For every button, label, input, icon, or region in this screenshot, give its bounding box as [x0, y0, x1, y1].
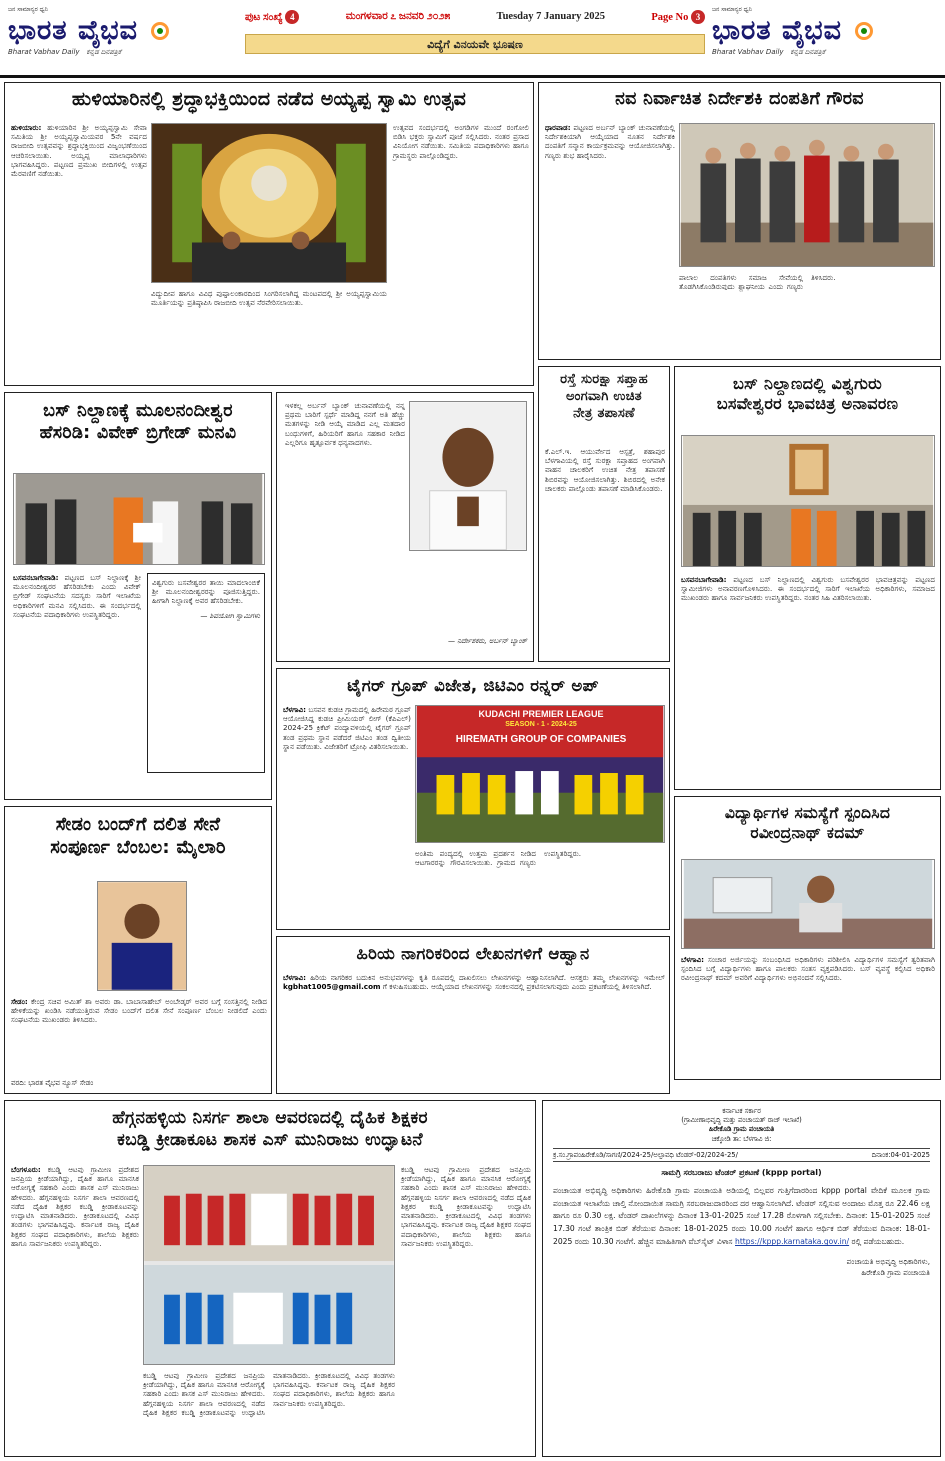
moolanandi-body — [13, 573, 141, 795]
tender-text-end: ರಲ್ಲಿ ಪಡೆಯಬಹುದು. — [851, 1237, 905, 1247]
ayyappa-photo — [151, 123, 387, 283]
gaurava-body — [545, 123, 675, 355]
gaurava-photo-image — [680, 124, 934, 266]
vidyarthi-photo — [681, 859, 935, 949]
sedam-dateline: ಸೇಡಂ: — [11, 997, 28, 1006]
page-number: 3 — [691, 10, 705, 24]
basavesh-photo — [681, 435, 935, 567]
motto-banner: ವಿದ್ಯೆಗೆ ವಿನಯವೇ ಭೂಷಣ — [245, 34, 705, 54]
headline-sedam-2: ಸಂಪೂರ್ಣ ಬೆಂಬಲ: ಮೈಲಾರಿ — [50, 836, 226, 858]
tiger-banner-title: KUDACHI PREMIER LEAGUE — [478, 709, 604, 719]
headline-sedam-1: ಸೇಡಂ ಬಂದ್‌ಗೆ ದಲಿತ ಸೇನೆ — [55, 814, 221, 835]
headline-basavesh-2: ಬಸವೇಶ್ವರರ ಭಾವಚಿತ್ರ ಅನಾವರಣ — [716, 394, 899, 414]
english-date: Tuesday 7 January 2025 — [496, 11, 605, 22]
logo-tagline-right: ಜನ ಸಾಮಾನ್ಯರ ಧ್ವನಿ — [712, 6, 752, 13]
tender-text: ಪಂಚಾಯತ ಅಭಿವೃದ್ಧಿ ಅಧಿಕಾರಿಗಳು ಹಿರೇಕೊಡಿ ಗ್ರಾಮ ಪಂಚಾಯತಿ ಅಡಿಯಲ್ಲಿ ಬಿಲ್ಲವರ ಗುತ್ತಿಗೆದಾರರಿಂದ kppp portal ವೇದಿಕೆ ಮೂಲಕ ಗ್ರಾಮ ಪಂಚಾಯತ ಇಲಾಖೆಯ ಚಾಲ್ತಿ ನೋಂದಾಯಿತ ಸಾಮಗ್ರಿ ಸರಬರಾಜುದಾರರಿಂದ ದರ ಆಹ್ವಾನಿಸಲಾಗಿದೆ. ಟೆಂಡರ್ ಸಲ್ಲಿಸುವ ಅಂದಾಜು ಮೊತ್ತ ರೂ 22.46 ಲಕ್ಷ ಹಾಗೂ ರೂ 0.30 ಲಕ್ಷ. ಟೆಂಡರ್ ದಾಖಲೆಗಳನ್ನು ದಿನಾಂಕ 13-01-2025 ಸಂಜೆ 17.28 ರೊಳಗಾಗಿ ಸಲ್ಲಿಸಬೇಕು. ದಿನಾಂಕ: 15-01-2025 ಸಂಜೆ 17.30 ಗಂಟೆ ತಾಂತ್ರಿಕ ಬಿಡ್ ತೆರೆಯುವ ದಿನಾಂಕ: 18-01-2025 ರಂದು 10.00 ಗಂಟೆಗೆ ಹಾಗೂ ಆರ್ಥಿಕ ಬಿಡ್ ತೆರೆಯುವ ದಿನಾಂಕ: 18-01-2025 ರಂದು 10.30 ಗಂಟೆಗೆ. ಹೆಚ್ಚಿನ ಮಾಹಿತಿಗಾಗಿ ವೆಬ್‌ಸೈಟ್ ವಿಳಾಸ — [553, 1185, 930, 1247]
logo-name — [8, 14, 223, 49]
issue-row — [245, 10, 705, 24]
tender-dept: (ಗ್ರಾಮೀಣಾಭಿವೃದ್ಧಿ ಮತ್ತು ಪಂಚಾಯತ್ ರಾಜ್ ಇಲಾಖೆ) — [681, 1116, 802, 1125]
headline-vidyarthi-1: ವಿದ್ಯಾರ್ಥಿಗಳ ಸಮಸ್ಯೆಗೆ ಸ್ಪಂದಿಸಿದ — [724, 804, 891, 822]
logo-name-right — [712, 14, 927, 49]
headline-hiriya: ಹಿರಿಯ ನಾಗರಿಕರಿಂದ ಲೇಖನಗಳಿಗೆ ಆಹ್ವಾನ — [356, 944, 590, 963]
article-gaurava — [538, 82, 941, 360]
basavesh-dateline: ಬಸವನಬಾಗೇವಾಡಿ: — [681, 575, 727, 584]
gaurava-text-right: ಪಾಲಾಲ ದಂಪತಿಗಳು ಸಮಾಜ ಸೇವೆಯಲ್ಲಿ ತೊಡಗಿಸಿಕೊಂಡಿರುವುದು ಶ್ಲಾಘನೀಯ ಎಂದು ಗಣ್ಯರು ತಿಳಿಸಿದರು. — [679, 273, 836, 292]
headline-kabaddi-1: ಹೆಗ್ಗನಹಳ್ಳಿಯ ನಿಸರ್ಗ ಶಾಲಾ ಆವರಣದಲ್ಲಿ ದೈಹಿಕ ಶಿಕ್ಷಕರ — [112, 1108, 428, 1128]
kabaddi-photo — [143, 1165, 395, 1365]
article-basavesh — [674, 366, 941, 790]
sedam-photo-image — [98, 882, 186, 990]
vidyarthi-text: ಸಂಚಾರ ಅರ್ಜಿಯನ್ನು ಸಂಬಂಧಿಸಿದ ಅಧಿಕಾರಿಗಳು ಪರಿಶೀಲಿಸಿ ವಿದ್ಯಾರ್ಥಿಗಳ ಸಮಸ್ಯೆಗೆ ತ್ವರಿತವಾಗಿ ಸ್ಪಂದಿಸಿದ ಬಗ್ಗೆ ವಿದ್ಯಾರ್ಥಿಗಳು ಹಾಗೂ ಪಾಲಕರು ಸಂತಸ ವ್ಯಕ್ತಪಡಿಸಿದರು. ಬಸ್ ವ್ಯವಸ್ಥೆ ಕಲ್ಪಿಸಿದ ಅಧಿಕಾರಿ ರವೀಂದ್ರನಾಥ್ ಕದಮ್ ಅವರಿಗೆ ವಿದ್ಯಾರ್ಥಿಗಳು ಅಭಿನಂದನೆ ಸಲ್ಲಿಸಿದರು. — [681, 955, 935, 983]
moolanandi-quote-sign: — ಶಿವಯೋಗಿ ಸ್ವಾಮಿಗಳು — [200, 611, 260, 620]
issue-label: ಪುಟ ಸಂಖ್ಯೆ — [245, 12, 283, 23]
sedam-byline: ವರದಿ: ಭಾರತ ವೈಭವ ನ್ಯೂಸ್ ಸೇಡಂ — [11, 1079, 94, 1087]
article-moolanandi — [4, 392, 272, 800]
ayyappa-photo-image — [152, 124, 386, 282]
tiger-banner-season: SEASON - 1 - 2024-25 — [505, 721, 577, 728]
flag-icon — [150, 21, 170, 41]
tender-taluk: ಚಿಕ್ಕೋಡಿ ತಾ: ಬೆಳಗಾವಿ ಜಿ: — [711, 1134, 772, 1143]
article-ayyappa — [4, 82, 534, 386]
ayyappa-body-left — [11, 123, 147, 293]
moolanandi-quote-box — [147, 573, 265, 773]
gaurava-body-right — [679, 273, 935, 355]
flag-icon — [854, 21, 874, 41]
sedam-text: ಕೇಂದ್ರ ಸಚಿವ ಅಮಿತ್ ಶಾ ಅವರು ಡಾ. ಬಾಬಾಸಾಹೇಬ್ ಅಂಬೇಡ್ಕರ್ ಅವರ ಬಗ್ಗೆ ಸಂಸತ್ತಿನಲ್ಲಿ ನೀಡಿದ ಹೇಳಿಕೆಯನ್ನು ಖಂಡಿಸಿ ನಡೆಯುತ್ತಿರುವ ಸೇಡಂ ಬಂದ್‌ಗೆ ದಲಿತ ಸೇನೆ ಸಂಪೂರ್ಣ ಬೆಂಬಲ ನೀಡಲಿದೆ ಎಂದು ಸಂಘಟನೆಯ ಮುಖಂಡರು ತಿಳಿಸಿದರು. — [11, 997, 267, 1025]
logo-sub-en-right: Bharat Vabhav Daily — [712, 48, 784, 57]
headline-vidyarthi-2: ರವೀಂದ್ರನಾಥ್ ಕದಮ್ — [750, 823, 865, 842]
article-tender — [542, 1100, 941, 1457]
ayyappa-body-right — [393, 123, 529, 293]
page-label: Page No — [651, 12, 689, 23]
kabaddi-text: ಕಬಡ್ಡಿ ಆಟವು ಗ್ರಾಮೀಣ ಪ್ರದೇಶದ ಜನಪ್ರಿಯ ಕ್ರೀಡೆಯಾಗಿದ್ದು, ದೈಹಿಕ ಹಾಗೂ ಮಾನಸಿಕ ಆರೋಗ್ಯಕ್ಕೆ ಸಹಕಾರಿ ಎಂದು ಶಾಸಕ ಎಸ್ ಮುನಿರಾಜು ಹೇಳಿದರು. ಹೆಗ್ಗನಹಳ್ಳಿಯ ನಿಸರ್ಗ ಶಾಲಾ ಆವರಣದಲ್ಲಿ ನಡೆದ ದೈಹಿಕ ಶಿಕ್ಷಕರ ಕಬಡ್ಡಿ ಕ್ರೀಡಾಕೂಟವನ್ನು ಉದ್ಘಾಟಿಸಿ ಮಾತನಾಡಿದರು. ಕ್ರೀಡಾಕೂಟದಲ್ಲಿ ವಿವಿಧ ತಂಡಗಳು ಭಾಗವಹಿಸಿದ್ದವು. ಕರ್ನಾಟಕ ರಾಜ್ಯ ದೈಹಿಕ ಶಿಕ್ಷಕರ ಸಂಘದ ಪದಾಧಿಕಾರಿಗಳು, ಶಾಲೆಯ ಶಿಕ್ಷಕರು ಹಾಗೂ ಸಾರ್ವಜನಿಕರು ಉಪಸ್ಥಿತರಿದ್ದರು. — [11, 1165, 139, 1248]
headline-rasthe-2: ಅಂಗವಾಗಿ ಉಚಿತ — [566, 388, 642, 404]
headline-tiger: ಟೈಗರ್ ಗ್ರೂಪ್ ವಿಜೇತ, ಜಿಟಿಎಂ ರನ್ನರ್ ಅಪ್ — [347, 676, 599, 695]
article-kabaddi — [4, 1100, 536, 1457]
ayyappa-text-left: ಹುಳಿಯಾರಿನ ಶ್ರೀ ಅಯ್ಯಪ್ಪಸ್ವಾಮಿ ಸೇವಾ ಸಮಿತಿಯ ಶ್ರೀ ಅಯ್ಯಪ್ಪಸ್ವಾಮಿಯವರ 5ನೇ ವರ್ಷದ ರಾಜಬೀದಿ ಉತ್ಸವವನ್ನು ಶ್ರದ್ಧಾಭಕ್ತಿಯಿಂದ ವಿಜೃಂಭಣೆಯಿಂದ ಆಚರಿಸಲಾಯಿತು. ಅಯ್ಯಪ್ಪ ಮಾಲಾಧಾರಿಗಳು ಭಾಗವಹಿಸಿದ್ದರು. ಪಟ್ಟಣದ ಪ್ರಮುಖ ಬೀದಿಗಳಲ್ಲಿ ಉತ್ಸವ ಮೆರವಣಿಗೆ ನಡೆಯಿತು. — [11, 123, 147, 179]
tiger-banner-sponsor: HIREMATH GROUP OF COMPANIES — [455, 734, 627, 745]
issue-number: 4 — [285, 10, 299, 24]
moolanandi-dateline: ಬಸವನಬಾಗೇವಾಡಿ: — [13, 573, 59, 582]
masthead-center — [245, 10, 705, 62]
logo-sub-en: Bharat Vabhav Daily — [8, 48, 80, 57]
rasthe-body: ಕೆ.ಎಲ್.ಇ. ಆಯುರ್ವೇದ ಆಸ್ಪತ್ರೆ, ಶಹಾಪುರ ಬೆಳಗಾವಿಯಲ್ಲಿ ರಸ್ತೆ ಸುರಕ್ಷಾ ಸಪ್ತಾಹದ ಅಂಗವಾಗಿ ವಾಹನ ಚಾಲಕರಿಗೆ ಉಚಿತ ನೇತ್ರ ತಪಾಸಣೆ ಶಿಬಿರವನ್ನು ಆಯೋಜಿಸಲಾಗಿತ್ತು. ಶಿಬಿರದಲ್ಲಿ ಅನೇಕ ಚಾಲಕರು ಪಾಲ್ಗೊಂಡು ತಪಾಸಣೆ ಮಾಡಿಸಿಕೊಂಡರು. — [545, 447, 665, 493]
moolanandi-photo — [13, 473, 265, 565]
ayyappa-body-bottom — [151, 289, 387, 381]
logo-name-text: ಭಾರತ ವೈಭವ — [8, 14, 138, 46]
hiriya-email: kgbhat1005@gmail.com — [283, 982, 381, 992]
logo-right — [712, 6, 927, 66]
sedam-body — [11, 997, 267, 1077]
article-hiriya — [276, 936, 670, 1094]
tender-header — [553, 1107, 930, 1144]
tender-office: ಹಿರೇಕೊಡಿ ಗ್ರಾಮ ಪಂಚಾಯತಿ — [708, 1125, 775, 1134]
tiger-body-right: ಅಂತಿಮ ಪಂದ್ಯದಲ್ಲಿ ಉತ್ತಮ ಪ್ರದರ್ಶನ ನೀಡಿದ ಆಟಗಾರರನ್ನು ಗೌರವಿಸಲಾಯಿತು. ಗ್ರಾಮದ ಗಣ್ಯರು ಉಪಸ್ಥಿತರಿದ್ದರು. — [415, 849, 582, 868]
masthead — [0, 0, 945, 78]
headline-moolanandi-2: ಹೆಸರಿಡಿ: ವಿವೇಕ್ ಬ್ರಿಗೇಡ್ ಮನವಿ — [39, 423, 237, 444]
ayyappa-dateline: ಹುಳಿಯಾರು: — [11, 123, 42, 132]
tiger-text: ಬಸವನ ಕುಡಚಿ ಗ್ರಾಮದಲ್ಲಿ ಹಿರೇಮಠ ಗ್ರೂಪ್ ಆಯೋಜಿಸಿದ್ದ ಕುಡಚಿ ಪ್ರೀಮಿಯರ್ ಲೀಗ್ (ಕೆಪಿಎಲ್) 2024-25 ಕ್ರಿಕೆಟ್ ಪಂದ್ಯಾವಳಿಯಲ್ಲಿ ಟೈಗರ್ ಗ್ರೂಪ್ ತಂಡ ಪ್ರಥಮ ಸ್ಥಾನ ಪಡೆದರೆ ಜಿಟಿಎಂ ತಂಡ ದ್ವಿತೀಯ ಸ್ಥಾನ ಪಡೆಯಿತು. ವಿಜೇತರಿಗೆ ಟ್ರೋಫಿ ವಿತರಿಸಲಾಯಿತು. — [283, 705, 411, 751]
basavesh-text: ಪಟ್ಟಣದ ಬಸ್ ನಿಲ್ದಾಣದಲ್ಲಿ ವಿಶ್ವಗುರು ಬಸವೇಶ್ವರರ ಭಾವಚಿತ್ರವನ್ನು ಪಟ್ಟಣದ ಸ್ವಾಮೀಜಿಗಳು ಅನಾವರಣಗೊಳಿಸಿದರು. ಈ ಸಂದರ್ಭದಲ್ಲಿ ಸಾರಿಗೆ ಇಲಾಖೆಯ ಅಧಿಕಾರಿಗಳು, ಸಮಾಜದ ಮುಖಂಡರು ಹಾಗೂ ಸಾರ್ವಜನಿಕರು ಉಪಸ್ಥಿತರಿದ್ದರು. ನಂತರ ಸಿಹಿ ವಿತರಿಸಲಾಯಿತು. — [681, 575, 935, 603]
kabaddi-dateline: ಬೆಂಗಳೂರು: — [11, 1165, 41, 1174]
logo-sub — [8, 48, 223, 57]
gaurava-photo — [679, 123, 935, 267]
basavesh-photo-image — [682, 436, 934, 566]
tiger-dateline: ಬೆಳಗಾವಿ: — [283, 705, 307, 714]
bank-notice-sign: — ನಿರ್ದೇಶಕರು, ಅರ್ಬನ್ ಬ್ಯಾಂಕ್ — [447, 637, 527, 645]
headline-rasthe-3: ನೇತ್ರ ತಪಾಸಣೆ — [573, 405, 635, 421]
kabaddi-photo-image — [144, 1166, 394, 1364]
logo-sub-right — [712, 48, 927, 57]
headline-rasthe-1: ರಸ್ತೆ ಸುರಕ್ಷಾ ಸಪ್ತಾಹ — [560, 372, 648, 387]
logo-sub-kn: ಕನ್ನಡ ದಿನಪತ್ರಿಕೆ — [86, 48, 122, 57]
tender-sign-office: ಹಿರೇಕೊಡಿ ಗ್ರಾಮ ಪಂಚಾಯತಿ — [861, 1267, 930, 1277]
bank-notice-photo — [409, 401, 527, 551]
tender-meta — [553, 1148, 930, 1163]
kabaddi-body-left — [11, 1165, 139, 1453]
kannada-date: ಮಂಗಳವಾರ ೭ ಜನವರಿ ೨೦೨೫ — [345, 11, 451, 22]
tender-body — [553, 1185, 930, 1250]
tiger-photo — [415, 705, 665, 843]
headline-gaurava: ನವ ನಿರ್ವಾಚಿತ ನಿರ್ದೇಶಕಿ ದಂಪತಿಗೆ ಗೌರವ — [615, 89, 864, 109]
bank-notice-photo-image — [410, 402, 526, 550]
tender-signature — [553, 1257, 930, 1279]
kabaddi-body-bottom: ಕಬಡ್ಡಿ ಆಟವು ಗ್ರಾಮೀಣ ಪ್ರದೇಶದ ಜನಪ್ರಿಯ ಕ್ರೀಡೆಯಾಗಿದ್ದು, ದೈಹಿಕ ಹಾಗೂ ಮಾನಸಿಕ ಆರೋಗ್ಯಕ್ಕೆ ಸಹಕಾರಿ ಎಂದು ಶಾಸಕ ಎಸ್ ಮುನಿರಾಜು ಹೇಳಿದರು. ಹೆಗ್ಗನಹಳ್ಳಿಯ ನಿಸರ್ಗ ಶಾಲಾ ಆವರಣದಲ್ಲಿ ನಡೆದ ದೈಹಿಕ ಶಿಕ್ಷಕರ ಕಬಡ್ಡಿ ಕ್ರೀಡಾಕೂಟವನ್ನು ಉದ್ಘಾಟಿಸಿ ಮಾತನಾಡಿದರು. ಕ್ರೀಡಾಕೂಟದಲ್ಲಿ ವಿವಿಧ ತಂಡಗಳು ಭಾಗವಹಿಸಿದ್ದವು. ಕರ್ನಾಟಕ ರಾಜ್ಯ ದೈಹಿಕ ಶಿಕ್ಷಕರ ಸಂಘದ ಪದಾಧಿಕಾರಿಗಳು, ಶಾಲೆಯ ಶಿಕ್ಷಕರು ಹಾಗೂ ಸಾರ್ವಜನಿಕರು ಉಪಸ್ಥಿತರಿದ್ದರು. — [143, 1371, 395, 1417]
article-tiger — [276, 668, 670, 930]
headline-basavesh-1: ಬಸ್ ನಿಲ್ದಾಣದಲ್ಲಿ ವಿಶ್ವಗುರು — [733, 374, 882, 393]
logo-sub-kn-right: ಕನ್ನಡ ದಿನಪತ್ರಿಕೆ — [790, 48, 826, 57]
hiriya-text-2: ಗೆ ಕಳುಹಿಸಬಹುದು. ಆಯ್ಕೆಯಾದ ಲೇಖನಗಳನ್ನು ಸಂಕಲನದಲ್ಲಿ ಪ್ರಕಟಿಸಲಾಗುವುದು ಎಂದು ಪ್ರಕಟಣೆಯಲ್ಲಿ ತಿಳಿಸಲಾಗಿದೆ. — [382, 982, 652, 992]
tender-ref: ಕ್ರ.ಸಂ.ಗ್ರಾಪಂಹಿರೇಕೊಡಿ/ಸಾಗಣಿ/2024-25/ಅಲ್ಪಾವಧಿ ಟೆಂಡರ್-02/2024-25/ — [553, 1150, 738, 1159]
logo-left — [8, 6, 223, 66]
bank-notice-body: ಇಳಕಲ್ಲ ಅರ್ಬನ್ ಬ್ಯಾಂಕ್ ಚುನಾವಣೆಯಲ್ಲಿ ನನ್ನ ಪ್ರಥಮ ಬಾರಿಗೆ ಸ್ಪರ್ಧೆ ಮಾಡಿದ್ದ ನನಗೆ ಅತಿ ಹೆಚ್ಚು ಮತಗಳನ್ನು ನೀಡಿ ಆಯ್ಕೆ ಮಾಡಿದ ಎಲ್ಲ ಮತದಾರ ಬಂಧುಗಳಿಗೆ, ಹಿರಿಯರಿಗೆ ಹಾಗೂ ಸಹಕಾರ ನೀಡಿದ ಎಲ್ಲರಿಗೂ ಹೃತ್ಪೂರ್ವಕ ಧನ್ಯವಾದಗಳು. — [285, 401, 405, 447]
tender-url-link[interactable]: https://kppp.karnataka.gov.in/ — [735, 1237, 850, 1247]
tender-title: ಸಾಮಗ್ರಿ ಸರಬರಾಜು ಟೆಂಡರ್ ಪ್ರಕಟಣೆ (kppp portal) — [661, 1168, 822, 1178]
gaurava-text: ಪಟ್ಟಣದ ಅರ್ಬನ್ ಬ್ಯಾಂಕ್ ಚುನಾವಣೆಯಲ್ಲಿ ನಿರ್ದೇಶಕಿಯಾಗಿ ಆಯ್ಕೆಯಾದ ನೂತನ ನಿರ್ದೇಶಕಿ ದಂಪತಿಗೆ ಸನ್ಮಾನ ಕಾರ್ಯಕ್ರಮವನ್ನು ಆಯೋಜಿಸಲಾಗಿತ್ತು. ಗಣ್ಯರು ಶುಭ ಹಾರೈಸಿದರು. — [545, 123, 675, 160]
ayyappa-text-bottom: ವಿದ್ಯುದೀಪ ಹಾಗೂ ವಿವಿಧ ಪುಷ್ಪಾಲಂಕಾರದಿಂದ ಸಿಂಗರಿಸಲಾಗಿದ್ದ ಮಂಟಪದಲ್ಲಿ ಶ್ರೀ ಅಯ್ಯಪ್ಪಸ್ವಾಮಿಯ ಮೂರ್ತಿಯನ್ನು ಪ್ರತಿಷ್ಠಾಪಿಸಿ ರಾಜಬೀದಿ ಉತ್ಸವ ನೆರವೇರಿಸಲಾಯಿತು. — [151, 289, 387, 308]
gaurava-dateline: ಧಾರವಾಡ: — [545, 123, 571, 132]
sedam-photo — [97, 881, 187, 991]
moolanandi-photo-image — [14, 474, 264, 564]
logo-name-text-right: ಭಾರತ ವೈಭವ — [712, 14, 842, 46]
ayyappa-text-right: ಉತ್ಸವದ ಸಂದರ್ಭದಲ್ಲಿ ಅಂಗಡಿಗಳ ಮುಂದೆ ರಂಗೋಲಿ ಬಿಡಿಸಿ ಭಕ್ತರು ಸ್ವಾಮಿಗೆ ಪೂಜೆ ಸಲ್ಲಿಸಿದರು. ನಂತರ ಪ್ರಸಾದ ವಿನಿಯೋಗ ನಡೆಯಿತು. ಸಮಿತಿಯ ಪದಾಧಿಕಾರಿಗಳು ಹಾಗೂ ಗ್ರಾಮಸ್ಥರು ಪಾಲ್ಗೊಂಡಿದ್ದರು. — [393, 123, 529, 160]
headline-ayyappa: ಹುಳಿಯಾರಿನಲ್ಲಿ ಶ್ರದ್ಧಾಭಕ್ತಿಯಿಂದ ನಡೆದ ಅಯ್ಯಪ್ಪ ಸ್ವಾಮಿ ಉತ್ಸವ — [71, 88, 467, 110]
vidyarthi-dateline: ಬೆಳಗಾವಿ: — [681, 955, 705, 964]
tender-date: ದಿನಾಂಕ:04-01-2025 — [871, 1150, 930, 1159]
moolanandi-text: ಪಟ್ಟಣದ ಬಸ್ ನಿಲ್ದಾಣಕ್ಕೆ ಶ್ರೀ ಮೂಲನಂದೀಶ್ವರರ ಹೆಸರಿಡಬೇಕು ಎಂದು ವಿವೇಕ್ ಬ್ರಿಗೇಡ್ ಸಂಘಟನೆಯ ಸದಸ್ಯರು ಸಾರಿಗೆ ಇಲಾಖೆಯ ಅಧಿಕಾರಿಗಳಿಗೆ ಮನವಿ ಸಲ್ಲಿಸಿದರು. ಈ ಸಂದರ್ಭದಲ್ಲಿ ಸಂಘಟನೆಯ ಪದಾಧಿಕಾರಿಗಳು ಉಪಸ್ಥಿತರಿದ್ದರು. — [13, 573, 141, 619]
headline-kabaddi-2: ಕಬಡ್ಡಿ ಕ್ರೀಡಾಕೂಟ ಶಾಸಕ ಎಸ್ ಮುನಿರಾಜು ಉದ್ಘಾಟನೆ — [117, 1129, 423, 1150]
hiriya-body — [283, 973, 665, 1089]
article-bank-notice — [276, 392, 534, 662]
hiriya-dateline: ಬೆಳಗಾವಿ: — [283, 973, 307, 982]
article-vidyarthi — [674, 796, 941, 1080]
tender-govt: ಕರ್ನಾಟಕ ಸರ್ಕಾರ — [722, 1107, 761, 1115]
vidyarthi-body — [681, 955, 935, 1075]
basavesh-body — [681, 575, 935, 785]
headline-moolanandi-1: ಬಸ್ ನಿಲ್ದಾಣಕ್ಕೆ ಮೂಲನಂದೀಶ್ವರ — [43, 401, 233, 421]
moolanandi-quote: ವಿಶ್ವಗುರು ಬಸವೇಶ್ವರರ ತಾಯಿ ಮಾದಲಾಂಬಿಕೆ ಶ್ರೀ ಮೂಲನಂದೀಶ್ವರರನ್ನು ಪೂಜಿಸುತ್ತಿದ್ದರು. ಹೀಗಾಗಿ ನಿಲ್ದಾಣಕ್ಕೆ ಅವರ ಹೆಸರಿಡಬೇಕು. — [152, 578, 260, 606]
article-rasthe — [538, 366, 670, 662]
logo-tagline: ಜನ ಸಾಮಾನ್ಯರ ಧ್ವನಿ — [8, 6, 48, 13]
kabaddi-body-right: ಕಬಡ್ಡಿ ಆಟವು ಗ್ರಾಮೀಣ ಪ್ರದೇಶದ ಜನಪ್ರಿಯ ಕ್ರೀಡೆಯಾಗಿದ್ದು, ದೈಹಿಕ ಹಾಗೂ ಮಾನಸಿಕ ಆರೋಗ್ಯಕ್ಕೆ ಸಹಕಾರಿ ಎಂದು ಶಾಸಕ ಎಸ್ ಮುನಿರಾಜು ಹೇಳಿದರು. ಹೆಗ್ಗನಹಳ್ಳಿಯ ನಿಸರ್ಗ ಶಾಲಾ ಆವರಣದಲ್ಲಿ ನಡೆದ ದೈಹಿಕ ಶಿಕ್ಷಕರ ಕಬಡ್ಡಿ ಕ್ರೀಡಾಕೂಟವನ್ನು ಉದ್ಘಾಟಿಸಿ ಮಾತನಾಡಿದರು. ಕ್ರೀಡಾಕೂಟದಲ್ಲಿ ವಿವಿಧ ತಂಡಗಳು ಭಾಗವಹಿಸಿದ್ದವು. ಕರ್ನಾಟಕ ರಾಜ್ಯ ದೈಹಿಕ ಶಿಕ್ಷಕರ ಸಂಘದ ಪದಾಧಿಕಾರಿಗಳು, ಶಾಲೆಯ ಶಿಕ್ಷಕರು ಹಾಗೂ ಸಾರ್ವಜನಿಕರು ಉಪಸ್ಥಿತರಿದ್ದರು. — [401, 1165, 531, 1248]
vidyarthi-photo-image — [682, 860, 934, 948]
hiriya-text: ಹಿರಿಯ ನಾಗರಿಕರ ಬದುಕಿನ ಅನುಭವಗಳನ್ನು ಕೃತಿ ರೂಪದಲ್ಲಿ ದಾಖಲಿಸಲು ಲೇಖನಗಳನ್ನು ಆಹ್ವಾನಿಸಲಾಗಿದೆ. ಆಸಕ್ತರು ತಮ್ಮ ಲೇಖನಗಳನ್ನು ಇಮೇಲ್ — [310, 973, 665, 982]
tender-sign-title: ಪಂಚಾಯತಿ ಅಭಿವೃದ್ಧಿ ಅಧಿಕಾರಿಗಳು, — [846, 1257, 930, 1267]
article-sedam — [4, 806, 272, 1094]
tiger-body — [283, 705, 411, 925]
